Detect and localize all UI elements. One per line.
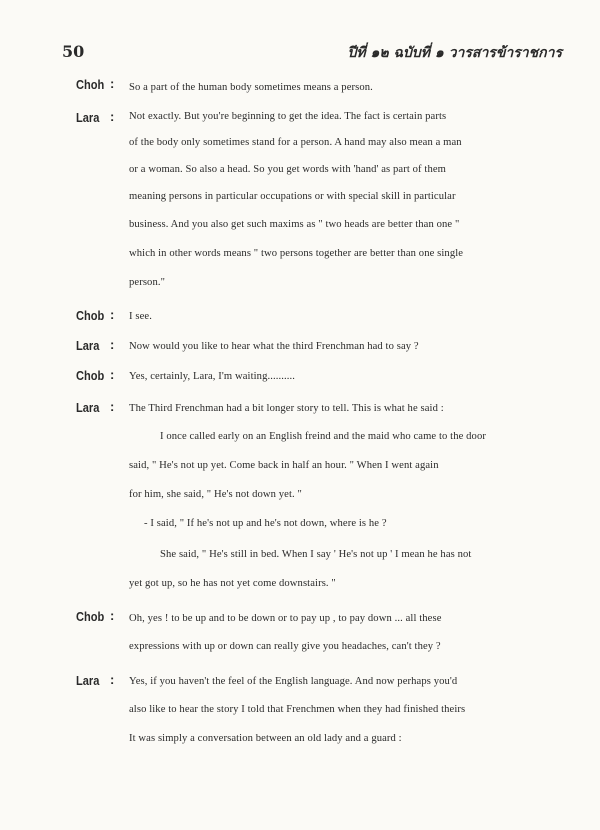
dialogue-line: The Third Frenchman had a bit longer story to tell. This is what he said : <box>129 403 444 414</box>
dialogue-line: business. And you also get such maxims as " two heads are better than one " <box>129 219 460 230</box>
dialogue-line: expressions with up or down can really give you headaches, can't they ? <box>129 641 441 652</box>
page-number: 50 <box>62 42 85 61</box>
dialogue-line: Yes, if you haven't the feel of the English language. And now perhaps you'd <box>129 676 458 687</box>
speaker-name: Chob <box>76 308 105 323</box>
speaker-name: Chob <box>76 368 105 383</box>
dialogue-line: Now would you like to hear what the third Frenchman had to say ? <box>129 341 419 352</box>
dialogue-line: meaning persons in particular occupations or with special skill in particular <box>129 191 456 202</box>
dialogue-line: Oh, yes ! to be up and to be down or to pay up , to pay down ... all these <box>129 613 442 624</box>
speaker-colon: : <box>110 109 115 124</box>
dialogue-line: I see. <box>129 311 152 322</box>
dialogue-line: - I said, " If he's not up and he's not down, where is he ? <box>144 518 387 529</box>
speaker-name: Lara <box>76 673 100 688</box>
dialogue-line: Not exactly. But you're beginning to get the idea. The fact is certain parts <box>129 111 447 122</box>
dialogue-line: which in other words means " two persons together are better than one single <box>129 248 464 259</box>
speaker-colon: : <box>110 367 115 382</box>
speaker-colon: : <box>110 337 115 352</box>
speaker-name: Lara <box>76 400 100 415</box>
dialogue-line: of the body only sometimes stand for a person. A hand may also mean a man <box>129 137 462 148</box>
running-title: ปีที่ ๑๒ ฉบับที่ ๑ วารสารข้าราชการ <box>347 45 562 61</box>
speaker-colon: : <box>110 672 115 687</box>
speaker-colon: : <box>110 307 115 322</box>
dialogue-line: Yes, certainly, Lara, I'm waiting.......... <box>129 371 295 382</box>
speaker-name: Chob <box>76 609 105 624</box>
dialogue-line: yet got up, so he has not yet come downstairs. " <box>129 578 336 589</box>
page-header <box>62 40 562 64</box>
speaker-name: Lara <box>76 338 100 353</box>
speaker-colon: : <box>110 608 115 623</box>
dialogue-line: also like to hear the story I told that Frenchmen when they had finished theirs <box>129 704 466 715</box>
dialogue-line: So a part of the human body sometimes means a person. <box>129 82 373 93</box>
dialogue-line: I once called early on an English freind and the maid who came to the door <box>160 431 486 442</box>
dialogue-line: She said, " He's still in bed. When I say ' He's not up ' I mean he has not <box>160 549 472 560</box>
speaker-name: Choh <box>76 77 105 92</box>
speaker-name: Lara <box>76 110 100 125</box>
speaker-colon: : <box>110 76 115 91</box>
dialogue-line: person." <box>129 277 166 288</box>
dialogue-line: or a woman. So also a head. So you get words with 'hand' as part of them <box>129 164 446 175</box>
dialogue-line: It was simply a conversation between an old lady and a guard : <box>129 733 402 744</box>
dialogue-line: said, " He's not up yet. Come back in half an hour. " When I went again <box>129 460 439 471</box>
dialogue-line: for him, she said, " He's not down yet. " <box>129 489 302 500</box>
speaker-colon: : <box>110 399 115 414</box>
